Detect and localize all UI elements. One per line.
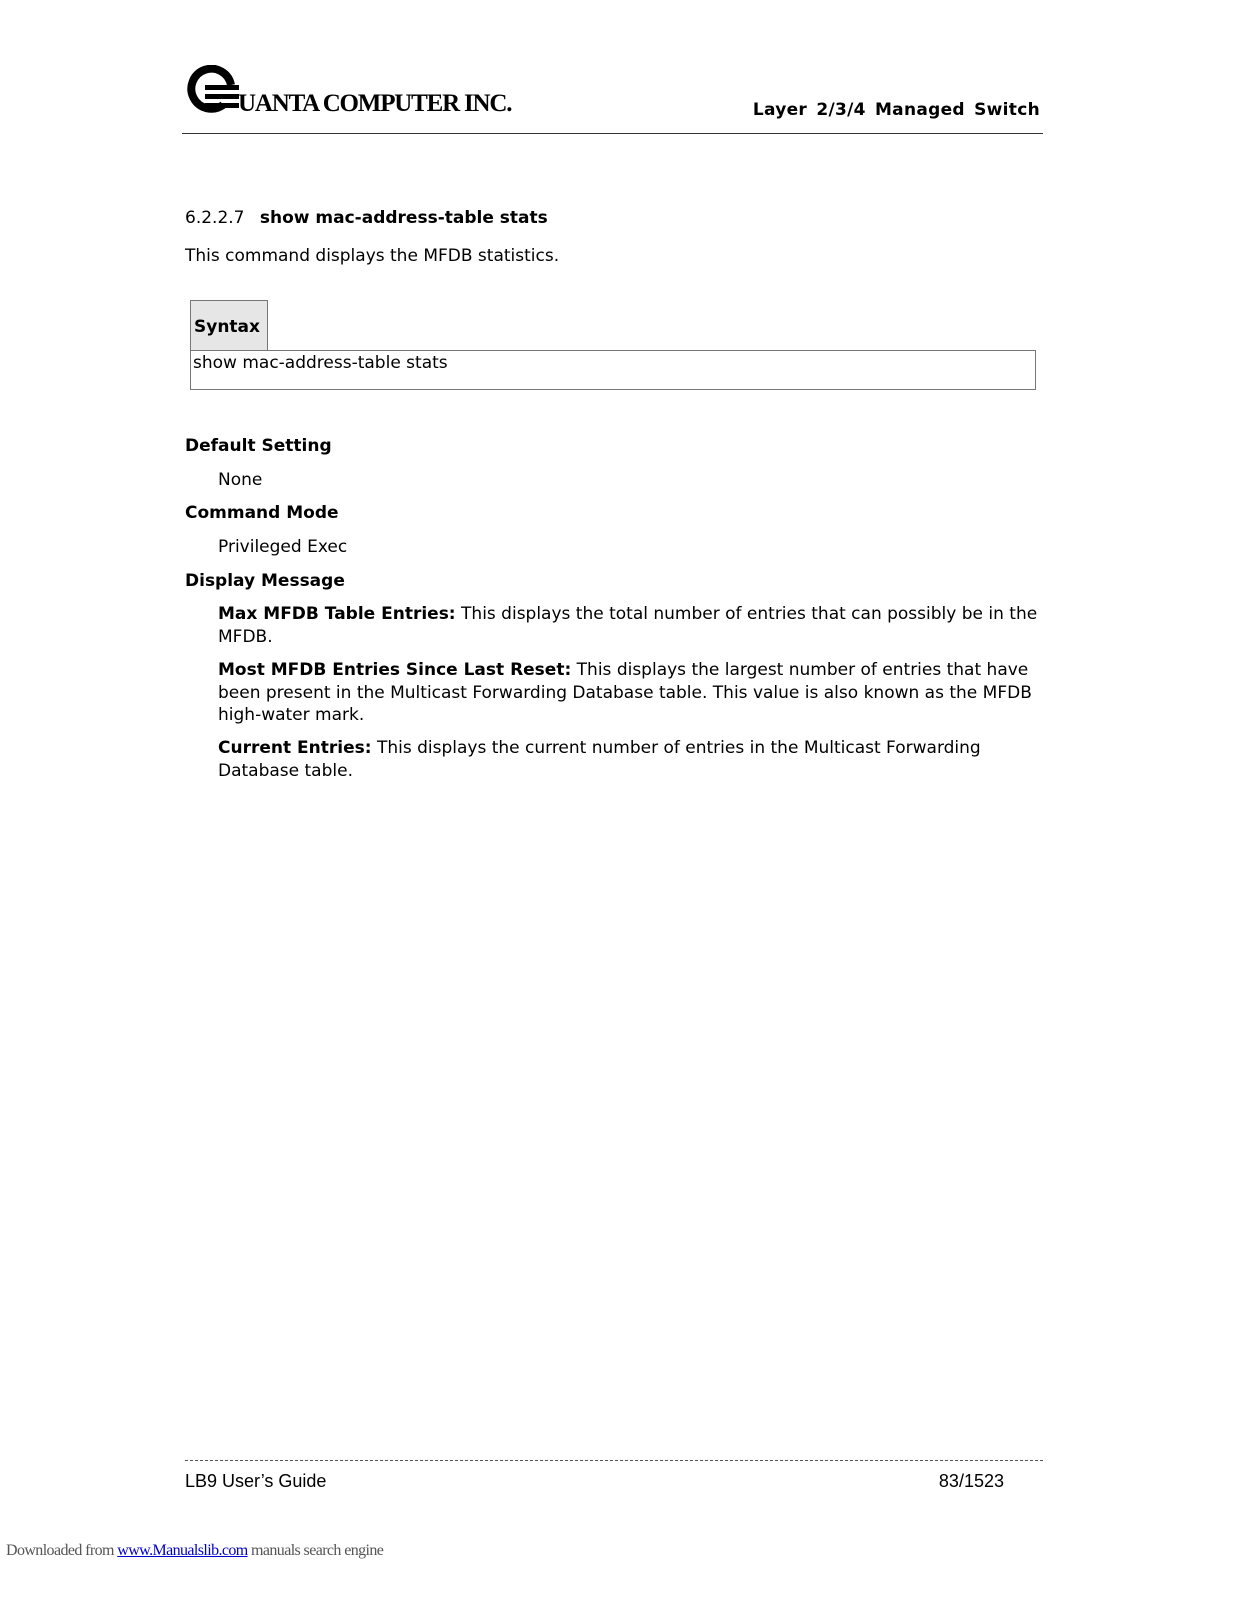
manualslib-link[interactable]: www.Manualslib.com (117, 1542, 248, 1559)
header-divider (182, 133, 1043, 134)
command-mode-value: Privileged Exec (218, 537, 348, 557)
display-message-term: Most MFDB Entries Since Last Reset: (218, 660, 572, 680)
section-intro: This command displays the MFDB statistics. (185, 246, 560, 266)
download-suffix: manuals search engine (247, 1542, 384, 1559)
display-message-term: Current Entries: (218, 738, 372, 758)
display-message-desc: This displays the largest number of entries that have been present in the Multicast Forwarding Database table. This value is also known as the MFDB high-water mark. (218, 660, 1032, 725)
syntax-label: Syntax (194, 317, 260, 337)
default-setting-heading: Default Setting (185, 436, 332, 456)
footer-divider (185, 1460, 1043, 1461)
command-mode-heading: Command Mode (185, 503, 339, 523)
syntax-command: show mac-address-table stats (193, 353, 448, 373)
default-setting-value: None (218, 470, 263, 490)
footer-guide-title: LB9 User’s Guide (185, 1471, 327, 1491)
section-title: show mac-address-table stats (259, 208, 548, 228)
download-banner (6, 1542, 383, 1560)
display-message-desc: This displays the total number of entries that can possibly be in the MFDB. (218, 604, 1038, 647)
footer-page-number: 83/1523 (938, 1471, 1004, 1491)
syntax-command-cell (190, 350, 1036, 390)
display-message-item (218, 603, 1038, 648)
product-title: Layer 2/3/4 Managed Switch (752, 100, 1040, 120)
display-message-term: Max MFDB Table Entries: (218, 604, 456, 624)
display-message-item (218, 659, 1038, 727)
syntax-header-cell (190, 300, 268, 350)
download-prefix: Downloaded from (6, 1542, 118, 1559)
display-message-desc: This displays the current number of entries in the Multicast Forwarding Database table. (218, 738, 981, 781)
section-heading (185, 208, 548, 228)
section-number: 6.2.2.7 (185, 208, 245, 228)
display-message-heading: Display Message (185, 571, 345, 591)
display-message-item (218, 737, 1038, 782)
quanta-logo-icon (187, 65, 239, 115)
company-name: UANTA COMPUTER INC. (238, 90, 512, 117)
